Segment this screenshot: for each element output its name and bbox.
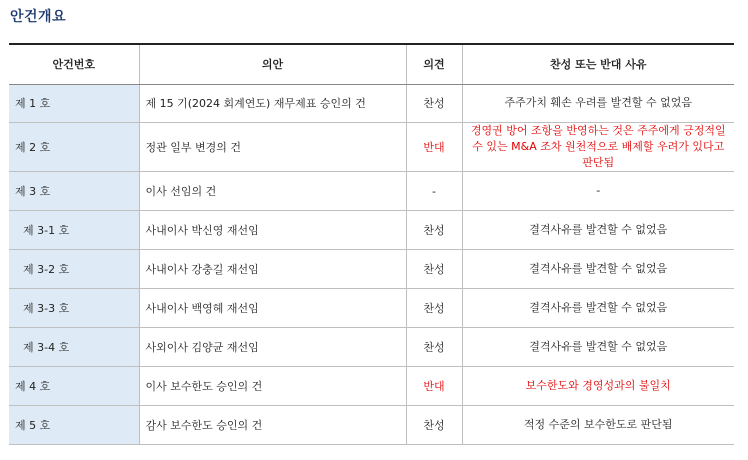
table-row: [9, 327, 734, 366]
agenda-reason: 보수한도와 경영성과의 불일치: [462, 366, 734, 405]
header-agenda-title: 의안: [139, 44, 406, 84]
agenda-table: [9, 43, 734, 445]
agenda-opinion: 반대: [406, 123, 462, 172]
agenda-opinion: -: [406, 172, 462, 211]
agenda-reason: -: [462, 172, 734, 211]
agenda-title: 제 15 기(2024 회계연도) 재무제표 승인의 건: [139, 84, 406, 123]
table-row: [9, 366, 734, 405]
table-row: [9, 172, 734, 211]
agenda-opinion: 찬성: [406, 289, 462, 328]
header-agenda-number: 안건번호: [9, 44, 139, 84]
agenda-number: 제 2 호: [9, 123, 139, 172]
agenda-reason: 주주가치 훼손 우려를 발견할 수 없었음: [462, 84, 734, 123]
agenda-number: 제 3 호: [9, 172, 139, 211]
agenda-reason: 경영권 방어 조항을 반영하는 것은 주주에게 긍정적일 수 있는 M&A 조차 원천적으로 배제할 우려가 있다고 판단됨: [462, 123, 734, 172]
agenda-opinion: 찬성: [406, 327, 462, 366]
agenda-reason: 결격사유를 발견할 수 없었음: [462, 250, 734, 289]
agenda-reason: 결격사유를 발견할 수 없었음: [462, 289, 734, 328]
agenda-number: 제 3-3 호: [9, 289, 139, 328]
agenda-title: 이사 선임의 건: [139, 172, 406, 211]
agenda-number: 제 3-4 호: [9, 327, 139, 366]
agenda-title: 사외이사 김양균 재선임: [139, 327, 406, 366]
table-row: [9, 250, 734, 289]
agenda-reason: 결격사유를 발견할 수 없었음: [462, 327, 734, 366]
table-row: [9, 84, 734, 123]
agenda-title: 사내이사 강충길 재선임: [139, 250, 406, 289]
page-title: 안건개요: [10, 9, 67, 25]
table-header-row: [9, 44, 734, 84]
agenda-title: 사내이사 백영헤 재선임: [139, 289, 406, 328]
agenda-title: 이사 보수한도 승인의 건: [139, 366, 406, 405]
table-row: [9, 211, 734, 250]
agenda-number: 제 3-1 호: [9, 211, 139, 250]
table-row: [9, 289, 734, 328]
agenda-number: 제 4 호: [9, 366, 139, 405]
agenda-opinion: 찬성: [406, 405, 462, 444]
agenda-number: 제 3-2 호: [9, 250, 139, 289]
table-row: [9, 123, 734, 172]
agenda-opinion: 찬성: [406, 211, 462, 250]
agenda-title: 정관 일부 변경의 건: [139, 123, 406, 172]
agenda-opinion: 찬성: [406, 84, 462, 123]
agenda-opinion: 찬성: [406, 250, 462, 289]
agenda-reason: 결격사유를 발견할 수 없었음: [462, 211, 734, 250]
agenda-title: 사내이사 박신영 재선임: [139, 211, 406, 250]
table-row: [9, 405, 734, 444]
agenda-opinion: 반대: [406, 366, 462, 405]
agenda-number: 제 5 호: [9, 405, 139, 444]
agenda-title: 감사 보수한도 승인의 건: [139, 405, 406, 444]
header-opinion: 의견: [406, 44, 462, 84]
agenda-number: 제 1 호: [9, 84, 139, 123]
agenda-reason: 적정 수준의 보수한도로 판단됨: [462, 405, 734, 444]
header-reason: 찬성 또는 반대 사유: [462, 44, 734, 84]
